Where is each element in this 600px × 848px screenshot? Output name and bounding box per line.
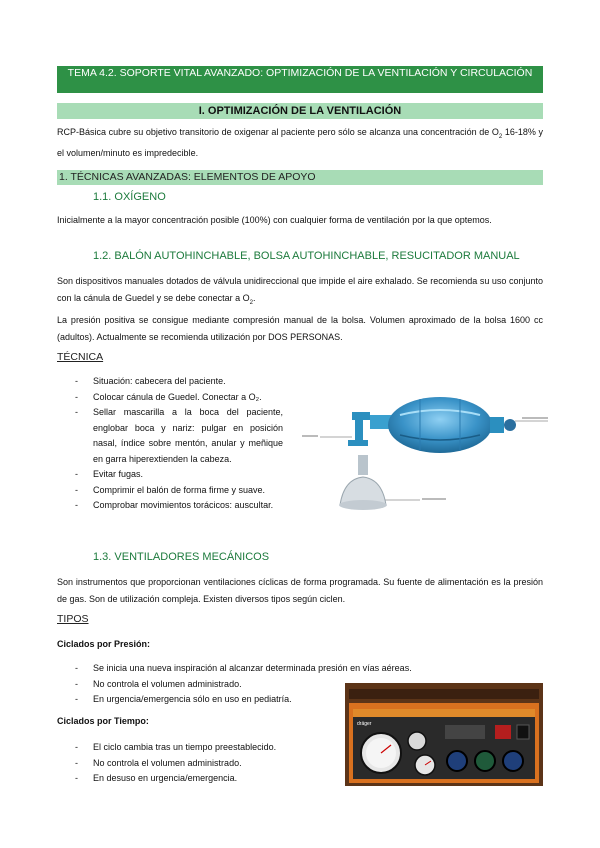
oxigeno-heading: 1.1. OXÍGENO: [93, 191, 166, 203]
ventilator-illustration: [345, 683, 543, 786]
section-title: I. OPTIMIZACIÓN DE LA VENTILACIÓN: [198, 105, 402, 117]
section-title-banner: [57, 103, 543, 119]
balon-paragraph-1: Son dispositivos manuales dotados de válvula unidireccional que impide el aire exhalado. Se recomienda su uso conjunto con la cánula de Guedel y se debe conectar a $O_2$.: [57, 276, 543, 306]
list-item: - Evitar fugas.: [57, 467, 283, 483]
ventiladores-paragraph: Son instrumentos que proporcionan ventilaciones cíclicas de forma programada. Su fuente de alimentación es la presión de gas. Son de utilización compleja. Existen diversos tipos según ciclen.: [57, 577, 543, 604]
list-item: - Comprobar movimientos torácicos: auscultar.: [57, 498, 283, 514]
mechanical-ventilator-image: [345, 683, 543, 786]
oxigeno-paragraph: Inicialmente a la mayor concentración posible (100%) con cualquier forma de ventilación por la que optemos.: [57, 215, 492, 225]
list-item: - En urgencia/emergencia sólo en uso en pediatría.: [57, 692, 437, 708]
tipos-heading: TIPOS: [57, 613, 89, 625]
tecnica-list: [57, 374, 283, 514]
document-title: TEMA 4.2. SOPORTE VITAL AVANZADO: OPTIMIZACIÓN DE LA VENTILACIÓN Y CIRCULACIÓN: [67, 67, 533, 79]
subsection-title: 1. TÉCNICAS AVANZADAS: ELEMENTOS DE APOYO: [59, 171, 316, 183]
presion-label: Ciclados por Presión:: [57, 639, 151, 649]
resuscitator-bag-illustration: [300, 395, 550, 515]
ventilator-brand: dräger: [357, 721, 372, 727]
tiempo-list: [57, 740, 337, 787]
tecnica-heading: TÉCNICA: [57, 351, 104, 363]
balon-paragraph-2: La presión positiva se consigue mediante compresión manual de la bolsa. Volumen aproximado de la bolsa 1600 cc (adultos). Actualmente se recomienda utilización por DOS PERSONAS.: [57, 315, 543, 342]
document-title-banner: [57, 66, 543, 93]
balon-heading: 1.2. BALÓN AUTOHINCHABLE, BOLSA AUTOHINCHABLE, RESUCITADOR MANUAL: [93, 250, 520, 262]
list-item: - Sellar mascarilla a la boca del paciente, englobar boca y nariz: pulgar en posición nasal, índice sobre mentón, anular y meñique en garra hiperextienden la cabeza.: [57, 405, 283, 467]
list-item: - No controla el volumen administrado.: [57, 756, 337, 772]
subsection-banner: [57, 170, 543, 185]
list-item: - No controla el volumen administrado.: [57, 677, 437, 693]
list-item: - En desuso en urgencia/emergencia.: [57, 771, 337, 787]
list-item: - Colocar cánula de Guedel. Conectar a O₂.: [57, 390, 283, 406]
list-item: - Comprimir el balón de forma firme y suave.: [57, 483, 283, 499]
resuscitator-bag-image: [300, 395, 550, 515]
intro-paragraph: RCP-Básica cubre su objetivo transitorio de oxigenar al paciente pero sólo se alcanza una concentración de $O_2$ 16-18% y el volumen/minuto es impredecible.: [57, 127, 543, 159]
list-item: - El ciclo cambia tras un tiempo preestablecido.: [57, 740, 337, 756]
list-item: - Se inicia una nueva inspiración al alcanzar determinada presión en vías aéreas.: [57, 661, 437, 677]
ventiladores-heading: 1.3. VENTILADORES MECÁNICOS: [93, 551, 270, 563]
list-item: - Situación: cabecera del paciente.: [57, 374, 283, 390]
tiempo-label: Ciclados por Tiempo:: [57, 716, 149, 726]
